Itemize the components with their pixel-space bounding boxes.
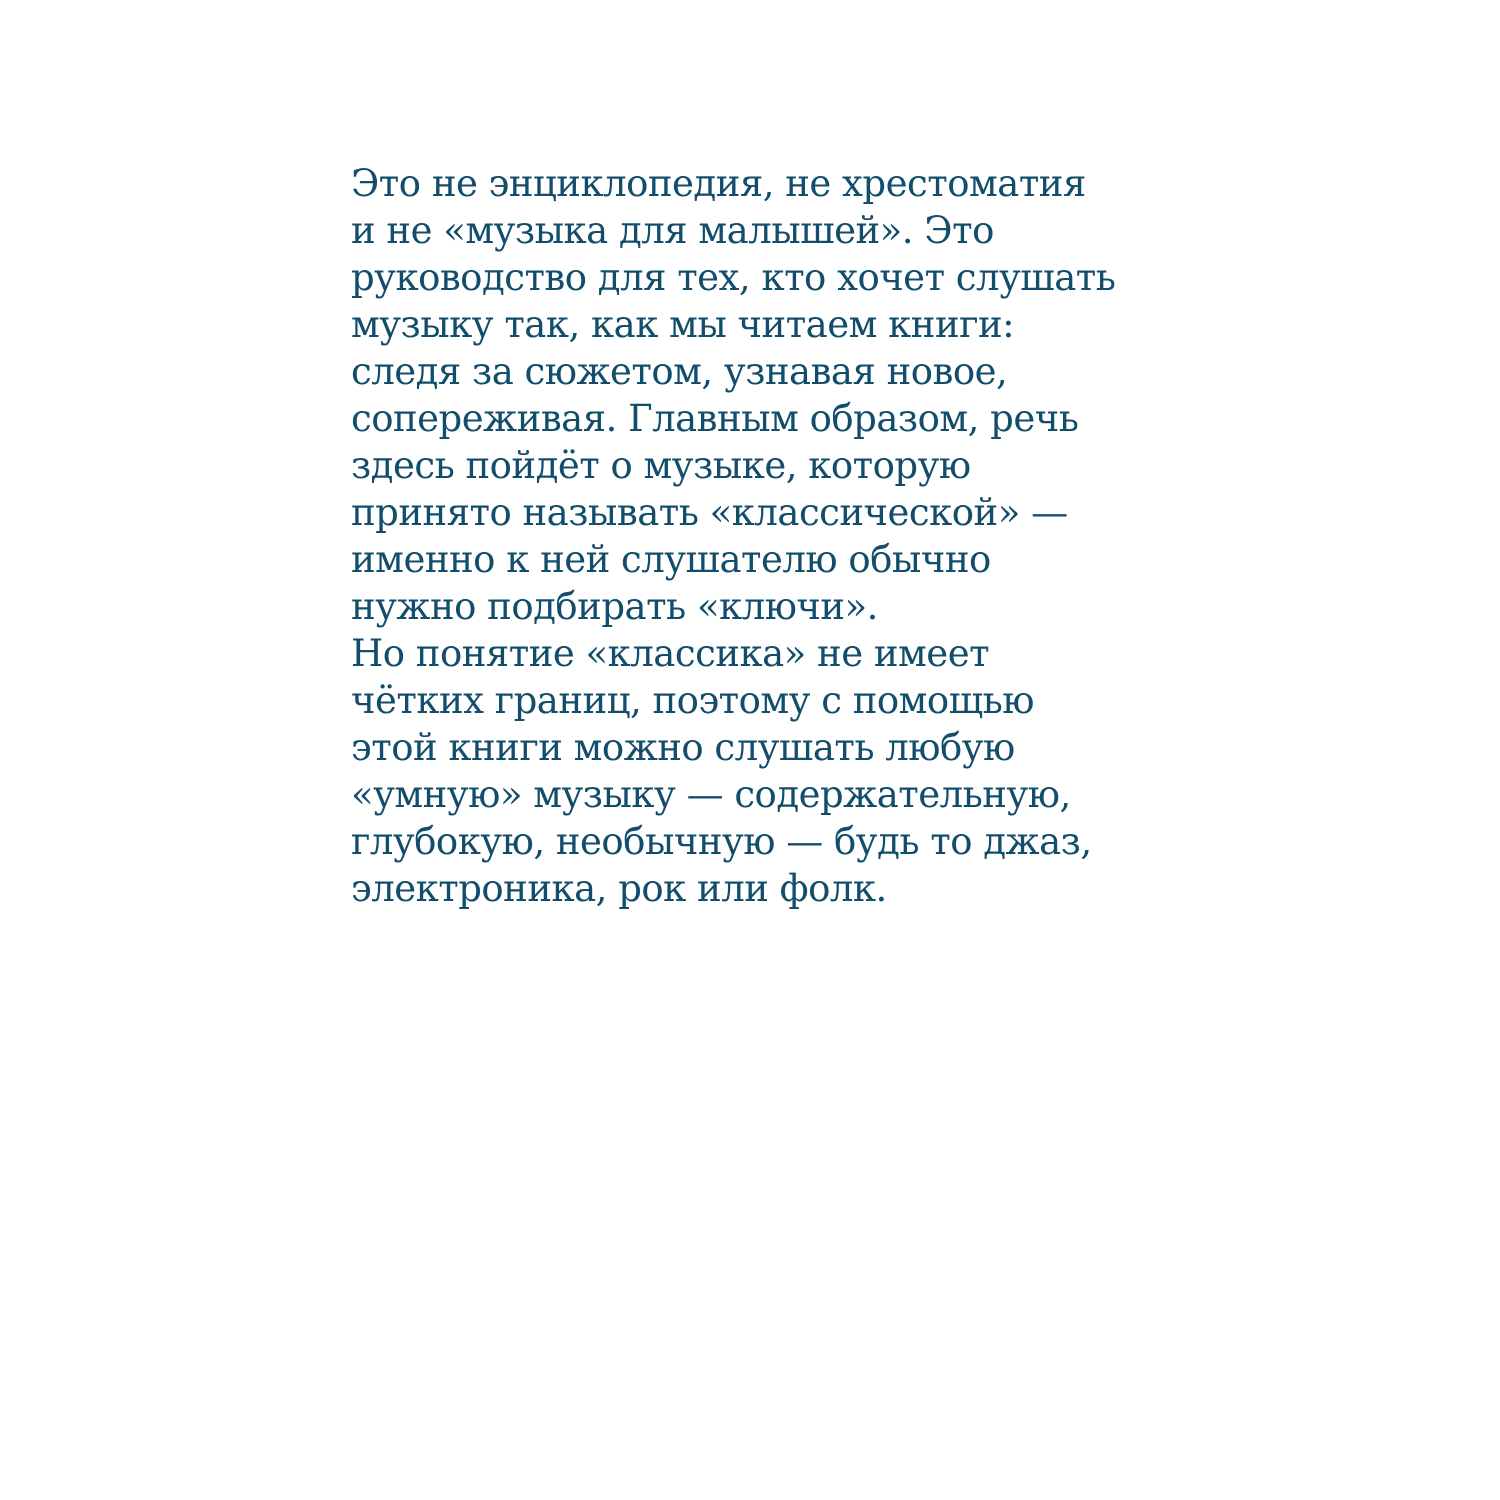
text-line: глубокую, необычную — будь то джаз,	[351, 820, 1092, 863]
body-text	[351, 160, 1151, 912]
text-line: следя за сюжетом, узнавая новое,	[351, 350, 1008, 393]
text-line: нужно подбирать «ключи».	[351, 585, 878, 628]
text-line: музыку так, как мы читаем книги:	[351, 303, 1015, 346]
text-line: здесь пойдёт о музыке, которую	[351, 444, 971, 487]
text-line: Это не энциклопедия, не хрестоматия	[351, 162, 1086, 205]
text-line: Но понятие «классика» не имеет	[351, 632, 990, 675]
text-line: руководство для тех, кто хочет слушать	[351, 256, 1116, 299]
text-line: сопереживая. Главным образом, речь	[351, 397, 1079, 440]
text-line: именно к ней слушателю обычно	[351, 538, 991, 581]
text-line: этой книги можно слушать любую	[351, 726, 1015, 769]
text-line: принято называть «классической» —	[351, 491, 1068, 534]
text-line: чётких границ, поэтому с помощью	[351, 679, 1034, 722]
text-line: и не «музыка для малышей». Это	[351, 209, 994, 252]
text-line: «умную» музыку — содержательную,	[351, 773, 1071, 816]
text-line: электроника, рок или фолк.	[351, 867, 887, 910]
